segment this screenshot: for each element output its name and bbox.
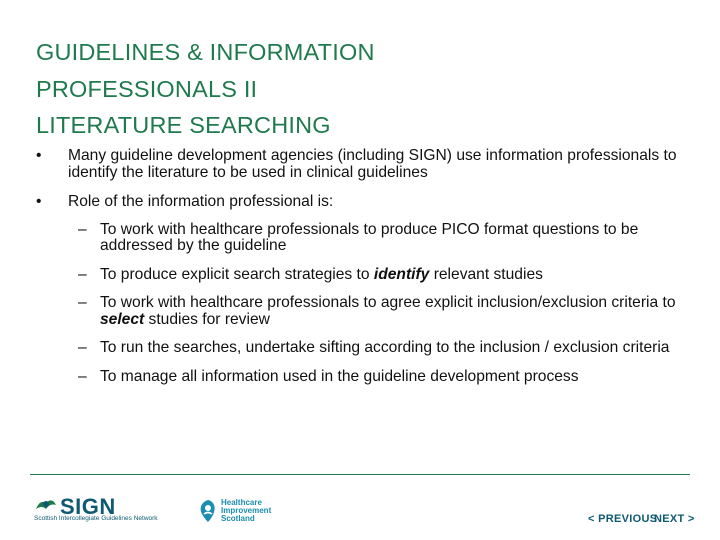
bullet-item (36, 148, 696, 181)
sub-bullet-text (100, 294, 676, 328)
bullet-marker: • (36, 193, 42, 210)
sub-bullet-list (68, 222, 696, 386)
sign-logo-subtitle: Scottish Intercollegiate Guidelines Network (34, 515, 158, 522)
sub-bullet-marker: – (78, 367, 87, 385)
sub-bullet-text-before: To work with healthcare professionals to agree explicit inclusion/exclusion criteria to (100, 294, 676, 311)
his-emblem-icon (198, 499, 218, 523)
his-logo-line-2: Improvement (221, 506, 272, 515)
sub-bullet-item (78, 340, 696, 357)
next-slide-button[interactable]: NEXT > (654, 513, 695, 525)
bullet-text: Many guideline development agencies (including SIGN) use information professionals to identify the literature to be used in clinical guidelines (68, 147, 677, 181)
bullet-marker: • (36, 147, 42, 164)
sub-bullet-item (78, 267, 696, 284)
sub-bullet-text: To work with healthcare professionals to produce PICO format questions to be addressed by the guideline (100, 220, 639, 254)
title-line-3: LITERATURE SEARCHING (36, 112, 331, 138)
sub-bullet-item (78, 295, 696, 328)
healthcare-improvement-scotland-logo (198, 499, 288, 525)
sub-bullet-marker: – (78, 294, 87, 311)
emphasis-select: select (100, 310, 145, 328)
sign-logo (34, 495, 174, 525)
bullet-item (36, 194, 696, 385)
previous-slide-button[interactable]: < PREVIOUS (588, 513, 658, 525)
sub-bullet-text: To run the searches, undertake sifting according to the inclusion / exclusion criteria (100, 339, 670, 356)
sub-bullet-item (78, 369, 696, 386)
his-logo-line-3: Scotland (221, 514, 255, 523)
footer-divider (30, 474, 690, 475)
sub-bullet-marker: – (78, 339, 87, 356)
sub-bullet-text-before: To produce explicit search strategies to (100, 265, 374, 283)
title-line-2: PROFESSIONALS II (36, 75, 258, 102)
emphasis-identify: identify (373, 265, 430, 283)
title-line-1: GUIDELINES & INFORMATION (36, 39, 375, 65)
bullet-text: Role of the information professional is: (68, 193, 334, 210)
bullet-list (36, 148, 696, 397)
sign-logo-word: SIGN (60, 494, 116, 519)
his-logo-text (221, 499, 271, 523)
sub-bullet-marker: – (78, 265, 87, 283)
sub-bullet-text (100, 266, 543, 283)
sub-bullet-text-after: studies for review (144, 310, 270, 328)
sub-bullet-marker: – (78, 220, 87, 238)
sub-bullet-text: To manage all information used in the guideline development process (100, 367, 579, 385)
slide-title (36, 34, 676, 144)
sub-bullet-item (78, 222, 696, 255)
thistle-icon (34, 495, 58, 515)
his-logo-line-1: Healthcare (221, 498, 262, 507)
sub-bullet-text-after: relevant studies (429, 265, 543, 283)
